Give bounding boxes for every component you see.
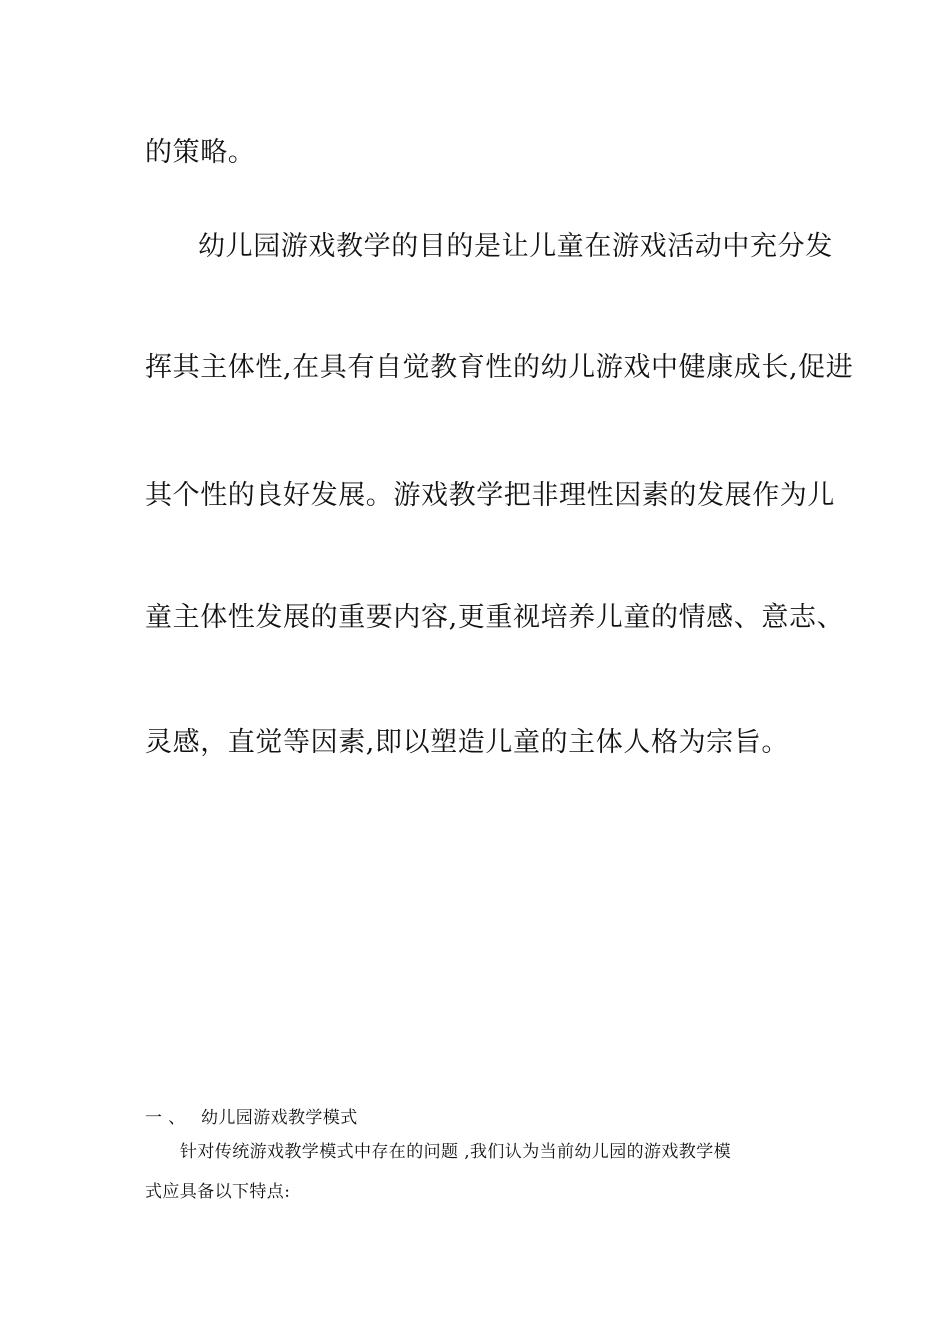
section-heading: 幼儿园游戏教学模式 (201, 1108, 358, 1128)
section-body-line-2: 式应具备以下特点: (145, 1182, 291, 1202)
section-number: 一 、 (145, 1108, 186, 1128)
paragraph-line-6: 灵感，直觉等因素,即以塑造儿童的主体人格为宗旨。 (145, 727, 789, 758)
paragraph-line-5: 童主体性发展的重要内容,更重视培养儿童的情感、意志、 (145, 602, 845, 633)
paragraph-line-2: 幼儿园游戏教学的目的是让儿童在游戏活动中充分发 (198, 231, 833, 262)
paragraph-line-1: 的策略。 (145, 137, 256, 168)
paragraph-line-4: 其个性的良好发展。游戏教学把非理性因素的发展作为儿 (145, 480, 835, 511)
section-body-line-1: 针对传统游戏教学模式中存在的问题 ,我们认为当前幼儿园的游戏教学模 (180, 1142, 732, 1162)
paragraph-line-3: 挥其主体性,在具有自觉教育性的幼儿游戏中健康成长,促进 (145, 352, 854, 383)
